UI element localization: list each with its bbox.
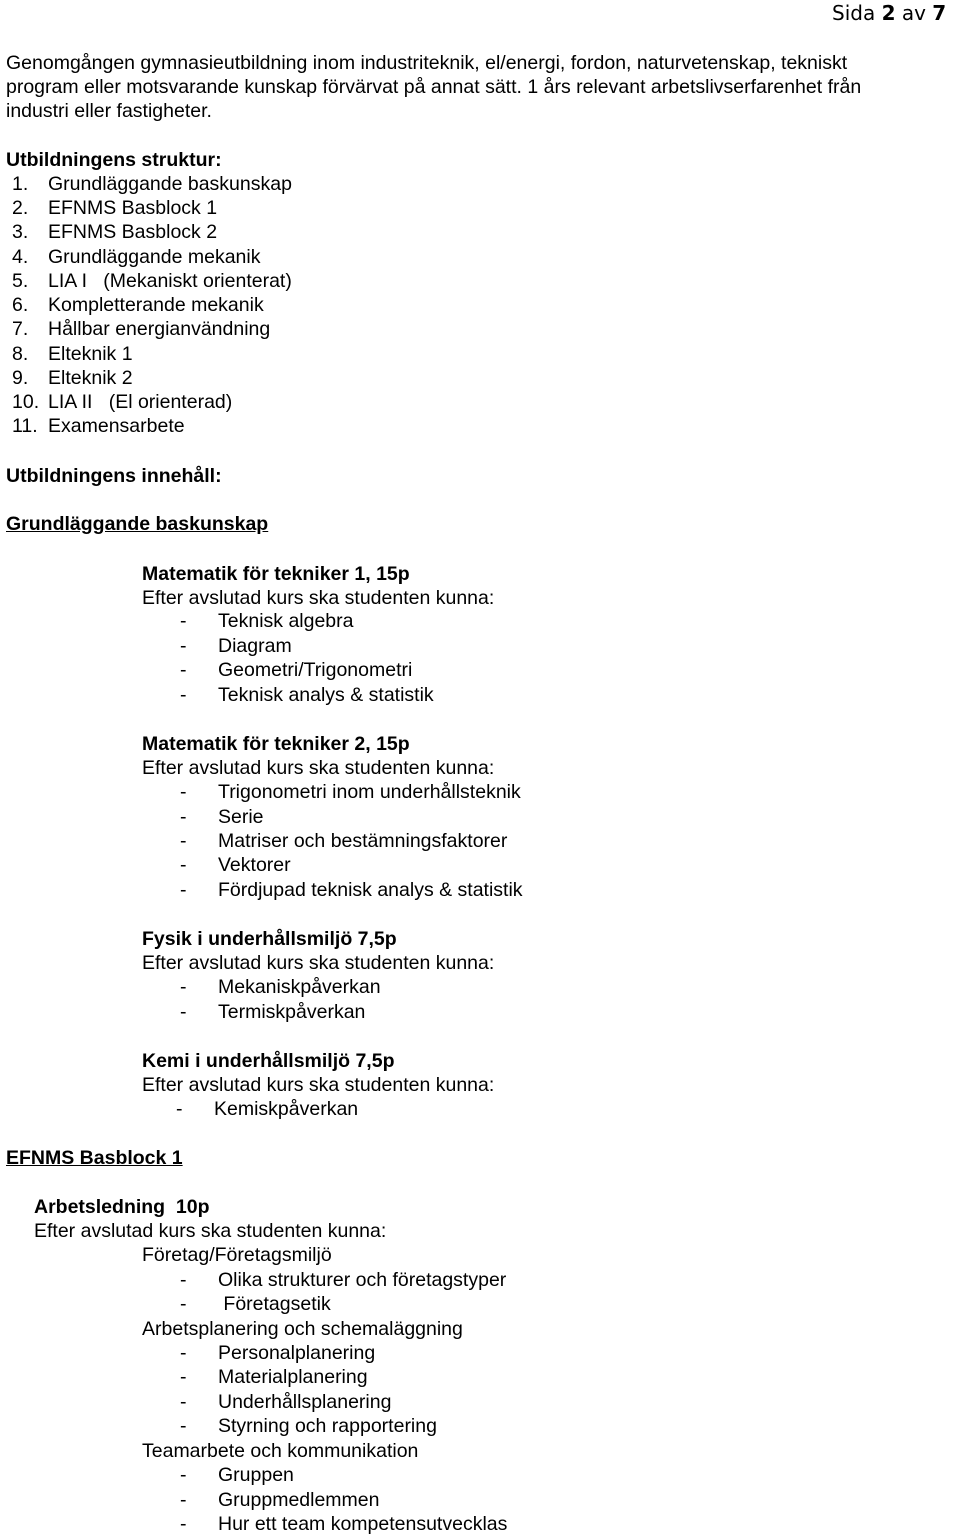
- list-item: 9. Elteknik 2: [12, 367, 133, 389]
- list-item: - Olika strukturer och företagstyper: [180, 1269, 507, 1291]
- course-intro: Efter avslutad kurs ska studenten kunna:: [142, 587, 495, 609]
- course-title: Matematik för tekniker 1, 15p: [142, 563, 410, 585]
- list-item: - Geometri/Trigonometri: [180, 659, 413, 681]
- course-intro: Efter avslutad kurs ska studenten kunna:: [34, 1220, 387, 1242]
- intro-line: industri eller fastigheter.: [6, 100, 212, 122]
- list-item: - Mekaniskpåverkan: [180, 976, 381, 998]
- list-item: - Trigonometri inom underhållsteknik: [180, 781, 521, 803]
- section-heading: EFNMS Basblock 1: [6, 1147, 183, 1169]
- group-label: Arbetsplanering och schemaläggning: [142, 1318, 463, 1340]
- list-item: - Serie: [180, 806, 264, 828]
- list-item: - Termiskpåverkan: [180, 1001, 366, 1023]
- list-item: - Diagram: [180, 635, 292, 657]
- group-label: Teamarbete och kommunikation: [142, 1440, 419, 1462]
- course-title: Matematik för tekniker 2, 15p: [142, 733, 410, 755]
- list-item: - Fördjupad teknisk analys & statistik: [180, 879, 523, 901]
- course-title: Arbetsledning 10p: [34, 1196, 210, 1218]
- list-item: - Vektorer: [180, 854, 291, 876]
- intro-line: Genomgången gymnasieutbildning inom industriteknik, el/energi, fordon, naturvetenskap, tekniskt: [6, 52, 848, 74]
- list-item: - Företagsetik: [180, 1293, 331, 1315]
- section-heading: Grundläggande baskunskap: [6, 513, 269, 535]
- list-item: 4. Grundläggande mekanik: [12, 246, 261, 268]
- list-item: 10. LIA II (El orienterad): [12, 391, 233, 413]
- list-item: 6. Kompletterande mekanik: [12, 294, 264, 316]
- list-item: 1. Grundläggande baskunskap: [12, 173, 292, 195]
- list-item: 5. LIA I (Mekaniskt orienterat): [12, 270, 292, 292]
- list-item: - Hur ett team kompetensutvecklas: [180, 1513, 508, 1535]
- list-item: 8. Elteknik 1: [12, 343, 133, 365]
- structure-heading: Utbildningens struktur:: [6, 149, 222, 171]
- group-label: Företag/Företagsmiljö: [142, 1244, 332, 1266]
- course-title: Fysik i underhållsmiljö 7,5p: [142, 928, 397, 950]
- list-item: 3. EFNMS Basblock 2: [12, 221, 218, 243]
- list-item: 11. Examensarbete: [12, 415, 185, 437]
- list-item: - Teknisk algebra: [180, 610, 354, 632]
- list-item: - Gruppen: [180, 1464, 294, 1486]
- list-item: - Matriser och bestämningsfaktorer: [180, 830, 508, 852]
- list-item: - Kemiskpåverkan: [176, 1098, 359, 1120]
- list-item: 2. EFNMS Basblock 1: [12, 197, 218, 219]
- list-item: - Materialplanering: [180, 1366, 368, 1388]
- course-intro: Efter avslutad kurs ska studenten kunna:: [142, 757, 495, 779]
- list-item: 7. Hållbar energianvändning: [12, 318, 271, 340]
- list-item: - Personalplanering: [180, 1342, 376, 1364]
- list-item: - Gruppmedlemmen: [180, 1489, 380, 1511]
- content-heading: Utbildningens innehåll:: [6, 465, 222, 487]
- list-item: - Underhållsplanering: [180, 1391, 392, 1413]
- list-item: - Teknisk analys & statistik: [180, 684, 434, 706]
- list-item: - Styrning och rapportering: [180, 1415, 437, 1437]
- intro-line: program eller motsvarande kunskap förvärvat på annat sätt. 1 års relevant arbetslivserfarenhet från: [6, 76, 862, 98]
- course-title: Kemi i underhållsmiljö 7,5p: [142, 1050, 395, 1072]
- course-intro: Efter avslutad kurs ska studenten kunna:: [142, 952, 495, 974]
- page-number: Sida 2 av 7: [832, 1, 947, 25]
- course-intro: Efter avslutad kurs ska studenten kunna:: [142, 1074, 495, 1096]
